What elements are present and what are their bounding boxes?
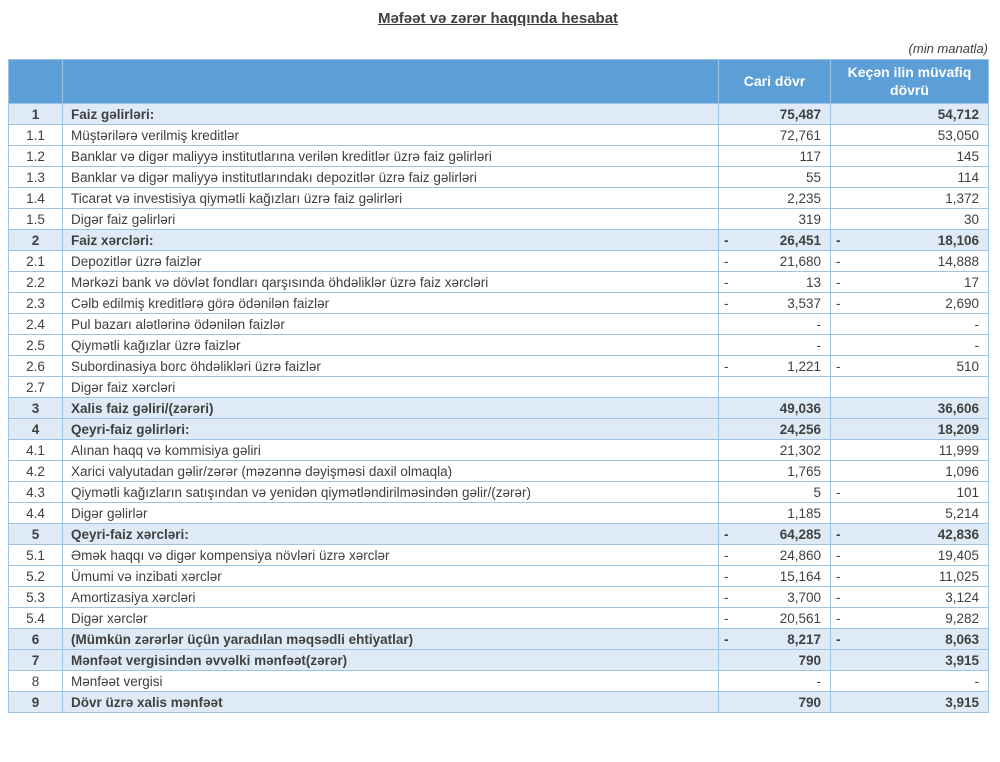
previous-value: 11,999 [938,442,979,458]
previous-value-wrap [831,377,988,397]
row-number: 2.2 [9,272,63,293]
current-minus-sign: - [724,232,729,248]
current-minus-sign: - [724,568,729,584]
current-value-wrap [719,440,830,460]
current-value: 1,221 [787,358,821,374]
row-number: 1.4 [9,188,63,209]
current-value: 21,680 [779,253,821,269]
row-label: Cəlb edilmiş kreditlərə görə ödənilən faizlər [63,293,719,314]
table-row [9,629,989,650]
previous-value: 18,106 [937,232,979,248]
current-value-wrap [719,398,830,418]
row-number: 6 [9,629,63,650]
current-value: 117 [799,148,821,164]
row-label: Digər faiz xərcləri [63,377,719,398]
current-value: 790 [798,694,821,710]
previous-value-wrap [831,335,988,355]
row-label: Amortizasiya xərcləri [63,587,719,608]
row-number: 1.2 [9,146,63,167]
previous-value: 19,405 [937,547,979,563]
row-number: 2.7 [9,377,63,398]
table-row [9,146,989,167]
row-number: 7 [9,650,63,671]
current-value-wrap [719,251,830,271]
table-row [9,293,989,314]
row-label: Faiz xərcləri: [63,230,719,251]
row-current-cell [719,650,831,671]
current-value-wrap [719,419,830,439]
current-value-wrap [719,566,830,586]
row-number: 5.3 [9,587,63,608]
row-label: Mərkəzi bank və dövlət fondları qarşısında öhdəliklər üzrə faiz xərcləri [63,272,719,293]
table-row [9,692,989,713]
row-previous-cell [831,440,989,461]
row-number: 2.6 [9,356,63,377]
previous-value: 53,050 [937,127,979,143]
row-label: Xarici valyutadan gəlir/zərər (məzənnə dəyişməsi daxil olmaqla) [63,461,719,482]
previous-value: 145 [956,148,979,164]
current-value: 1,185 [787,505,821,521]
row-number: 9 [9,692,63,713]
current-value-wrap [719,209,830,229]
row-label: Dövr üzrə xalis mənfəət [63,692,719,713]
previous-value: - [974,673,979,689]
current-value: - [816,316,821,332]
row-number: 2 [9,230,63,251]
previous-value: 2,690 [945,295,979,311]
previous-value-wrap [831,293,988,313]
row-number: 4.3 [9,482,63,503]
row-current-cell [719,230,831,251]
current-value: 2,235 [787,190,821,206]
row-previous-cell [831,545,989,566]
previous-value: 114 [957,169,979,185]
previous-value-wrap [831,608,988,628]
row-previous-cell [831,167,989,188]
row-current-cell [719,377,831,398]
row-current-cell [719,482,831,503]
row-label: Digər gəlirlər [63,503,719,524]
row-number: 5.2 [9,566,63,587]
header-label-cell [63,60,719,104]
current-value-wrap [719,188,830,208]
current-value: 3,700 [787,589,821,605]
current-value-wrap [719,671,830,691]
current-value-wrap [719,272,830,292]
previous-value-wrap [831,482,988,502]
row-previous-cell [831,293,989,314]
previous-value-wrap [831,671,988,691]
table-row [9,272,989,293]
current-value-wrap [719,314,830,334]
current-value: 790 [798,652,821,668]
current-value: 75,487 [779,106,821,122]
current-value: 15,164 [779,568,821,584]
previous-value: 3,915 [945,652,979,668]
row-previous-cell [831,146,989,167]
row-number: 1 [9,104,63,125]
header-previous-period: Keçən ilin müvafiq dövrü [831,60,989,104]
row-number: 5.1 [9,545,63,566]
current-value: 8,217 [787,631,821,647]
current-value: 20,561 [779,610,821,626]
table-row [9,440,989,461]
previous-value: 3,915 [945,694,979,710]
row-label: Xalis faiz gəliri/(zərəri) [63,398,719,419]
row-current-cell [719,566,831,587]
previous-value-wrap [831,524,988,544]
table-row [9,545,989,566]
previous-value: 1,372 [945,190,979,206]
row-current-cell [719,608,831,629]
previous-value: 54,712 [937,106,979,122]
current-value-wrap [719,335,830,355]
previous-value: - [974,337,979,353]
page-title: Məfəət və zərər haqqında hesabat [377,10,619,27]
table-row [9,524,989,545]
row-label: Mənfəət vergisindən əvvəlki mənfəət(zərər) [63,650,719,671]
current-value-wrap [719,104,830,124]
current-value: 1,765 [787,463,821,479]
row-number: 1.5 [9,209,63,230]
row-current-cell [719,671,831,692]
current-minus-sign: - [724,274,729,290]
table-row [9,650,989,671]
previous-value-wrap [831,125,988,145]
row-current-cell [719,188,831,209]
row-label: Subordinasiya borc öhdəlikləri üzrə faizlər [63,356,719,377]
row-previous-cell [831,209,989,230]
previous-value-wrap [831,146,988,166]
row-previous-cell [831,272,989,293]
row-current-cell [719,503,831,524]
previous-value-wrap [831,167,988,187]
row-previous-cell [831,104,989,125]
previous-value-wrap [831,650,988,670]
row-label: Ticarət və investisiya qiymətli kağızları üzrə faiz gəlirləri [63,188,719,209]
row-current-cell [719,419,831,440]
table-row [9,503,989,524]
row-previous-cell [831,419,989,440]
row-current-cell [719,335,831,356]
current-value-wrap [719,503,830,523]
previous-value-wrap [831,503,988,523]
row-label: Pul bazarı alətlərinə ödənilən faizlər [63,314,719,335]
row-previous-cell [831,251,989,272]
row-number: 4 [9,419,63,440]
previous-minus-sign: - [836,232,841,248]
row-current-cell [719,146,831,167]
previous-value: 36,606 [937,400,979,416]
table-body [9,104,989,713]
table-row [9,608,989,629]
row-previous-cell [831,482,989,503]
previous-value: 30 [963,211,979,227]
table-row [9,587,989,608]
row-previous-cell [831,377,989,398]
row-current-cell [719,524,831,545]
current-value-wrap [719,482,830,502]
previous-value-wrap [831,272,988,292]
current-value: 26,451 [779,232,821,248]
row-number: 2.4 [9,314,63,335]
row-previous-cell [831,629,989,650]
table-row [9,104,989,125]
row-current-cell [719,314,831,335]
row-previous-cell [831,230,989,251]
previous-value-wrap [831,587,988,607]
row-current-cell [719,545,831,566]
row-previous-cell [831,608,989,629]
previous-minus-sign: - [836,358,841,374]
row-current-cell [719,356,831,377]
previous-minus-sign: - [836,547,841,563]
current-minus-sign: - [724,358,729,374]
current-value-wrap [719,230,830,250]
previous-value: 11,025 [938,568,979,584]
row-previous-cell [831,503,989,524]
previous-value-wrap [831,104,988,124]
table-row [9,398,989,419]
table-row [9,461,989,482]
row-previous-cell [831,524,989,545]
previous-minus-sign: - [836,610,841,626]
current-value-wrap [719,146,830,166]
table-row [9,125,989,146]
table-row [9,230,989,251]
previous-value-wrap [831,419,988,439]
row-label: Digər xərclər [63,608,719,629]
previous-value-wrap [831,629,988,649]
current-value-wrap [719,356,830,376]
row-current-cell [719,104,831,125]
row-current-cell [719,461,831,482]
current-value-wrap [719,125,830,145]
current-value-wrap [719,167,830,187]
table-row [9,377,989,398]
current-value: 21,302 [779,442,821,458]
current-minus-sign: - [724,547,729,563]
row-previous-cell [831,335,989,356]
row-previous-cell [831,692,989,713]
pnl-table [8,59,989,713]
previous-value: 1,096 [945,463,979,479]
row-number: 4.2 [9,461,63,482]
current-value: 72,761 [779,127,821,143]
row-label: (Mümkün zərərlər üçün yaradılan məqsədli ehtiyatlar) [63,629,719,650]
current-value-wrap [719,545,830,565]
previous-value-wrap [831,356,988,376]
row-previous-cell [831,356,989,377]
current-value: 24,860 [779,547,821,563]
row-label: Mənfəət vergisi [63,671,719,692]
previous-value-wrap [831,230,988,250]
current-minus-sign: - [724,526,729,542]
row-previous-cell [831,671,989,692]
row-current-cell [719,587,831,608]
current-value: 24,256 [779,421,821,437]
current-value-wrap [719,650,830,670]
previous-value-wrap [831,692,988,712]
current-value-wrap [719,461,830,481]
row-label: Faiz gəlirləri: [63,104,719,125]
current-minus-sign: - [724,589,729,605]
row-previous-cell [831,650,989,671]
table-row [9,482,989,503]
previous-minus-sign: - [836,274,841,290]
row-label: Müştərilərə verilmiş kreditlər [63,125,719,146]
previous-value-wrap [831,188,988,208]
previous-value-wrap [831,545,988,565]
previous-value-wrap [831,440,988,460]
previous-minus-sign: - [836,526,841,542]
row-number: 1.1 [9,125,63,146]
previous-value: 42,836 [937,526,979,542]
row-label: Əmək haqqı və digər kompensiya növləri üzrə xərclər [63,545,719,566]
row-current-cell [719,293,831,314]
row-number: 8 [9,671,63,692]
previous-value: 17 [963,274,979,290]
current-value-wrap [719,608,830,628]
row-current-cell [719,251,831,272]
table-row [9,566,989,587]
previous-value-wrap [831,314,988,334]
header-current-period: Cari dövr [719,60,831,104]
current-value: 5 [813,484,821,500]
previous-minus-sign: - [836,484,841,500]
current-minus-sign: - [724,610,729,626]
table-row [9,188,989,209]
row-number: 3 [9,398,63,419]
row-previous-cell [831,125,989,146]
row-number: 2.3 [9,293,63,314]
row-current-cell [719,167,831,188]
previous-value: 5,214 [945,505,979,521]
row-label: Digər faiz gəlirləri [63,209,719,230]
table-row [9,251,989,272]
row-current-cell [719,209,831,230]
row-label: Qiymətli kağızlar üzrə faizlər [63,335,719,356]
current-value: 13 [805,274,821,290]
row-number: 1.3 [9,167,63,188]
row-current-cell [719,398,831,419]
previous-value-wrap [831,461,988,481]
previous-value-wrap [831,209,988,229]
table-row [9,335,989,356]
previous-value: 14,888 [937,253,979,269]
header-number-cell [9,60,63,104]
table-header-row [9,60,989,104]
current-value: 3,537 [787,295,821,311]
row-number: 5.4 [9,608,63,629]
row-number: 4.1 [9,440,63,461]
table-row [9,209,989,230]
row-current-cell [719,692,831,713]
row-label: Qeyri-faiz xərcləri: [63,524,719,545]
current-value-wrap [719,629,830,649]
previous-minus-sign: - [836,568,841,584]
row-number: 2.1 [9,251,63,272]
current-value-wrap [719,587,830,607]
previous-value: 101 [956,484,979,500]
row-current-cell [719,125,831,146]
unit-note: (min manatla) [908,41,988,56]
row-label: Ümumi və inzibati xərclər [63,566,719,587]
row-previous-cell [831,461,989,482]
current-value-wrap [719,293,830,313]
row-label: Banklar və digər maliyyə institutlarındakı depozitlər üzrə faiz gəlirləri [63,167,719,188]
current-value: - [816,673,821,689]
row-number: 5 [9,524,63,545]
row-previous-cell [831,314,989,335]
row-label: Banklar və digər maliyyə institutlarına verilən kreditlər üzrə faiz gəlirləri [63,146,719,167]
previous-value: 9,282 [945,610,979,626]
previous-value-wrap [831,251,988,271]
row-label: Depozitlər üzrə faizlər [63,251,719,272]
table-row [9,356,989,377]
current-value: - [816,337,821,353]
current-minus-sign: - [724,253,729,269]
current-value: 64,285 [779,526,821,542]
table-row [9,314,989,335]
previous-value: 3,124 [945,589,979,605]
current-value: 319 [798,211,821,227]
previous-minus-sign: - [836,253,841,269]
current-value: 49,036 [779,400,821,416]
row-current-cell [719,440,831,461]
row-label: Alınan haqq və kommisiya gəliri [63,440,719,461]
table-row [9,419,989,440]
row-previous-cell [831,188,989,209]
row-number: 4.4 [9,503,63,524]
current-value-wrap [719,377,830,397]
previous-value: - [974,316,979,332]
previous-value: 8,063 [945,631,979,647]
previous-value: 510 [956,358,979,374]
previous-value-wrap [831,566,988,586]
row-number: 2.5 [9,335,63,356]
previous-minus-sign: - [836,589,841,605]
row-current-cell [719,629,831,650]
previous-minus-sign: - [836,295,841,311]
current-value: 55 [805,169,821,185]
row-label: Qeyri-faiz gəlirləri: [63,419,719,440]
previous-value-wrap [831,398,988,418]
row-previous-cell [831,566,989,587]
row-previous-cell [831,587,989,608]
row-current-cell [719,272,831,293]
current-minus-sign: - [724,631,729,647]
table-row [9,167,989,188]
previous-minus-sign: - [836,631,841,647]
current-value-wrap [719,524,830,544]
current-minus-sign: - [724,295,729,311]
row-label: Qiymətli kağızların satışından və yenidən qiymətləndirilməsindən gəlir/(zərər) [63,482,719,503]
previous-value: 18,209 [937,421,979,437]
row-previous-cell [831,398,989,419]
current-value-wrap [719,692,830,712]
table-row [9,671,989,692]
